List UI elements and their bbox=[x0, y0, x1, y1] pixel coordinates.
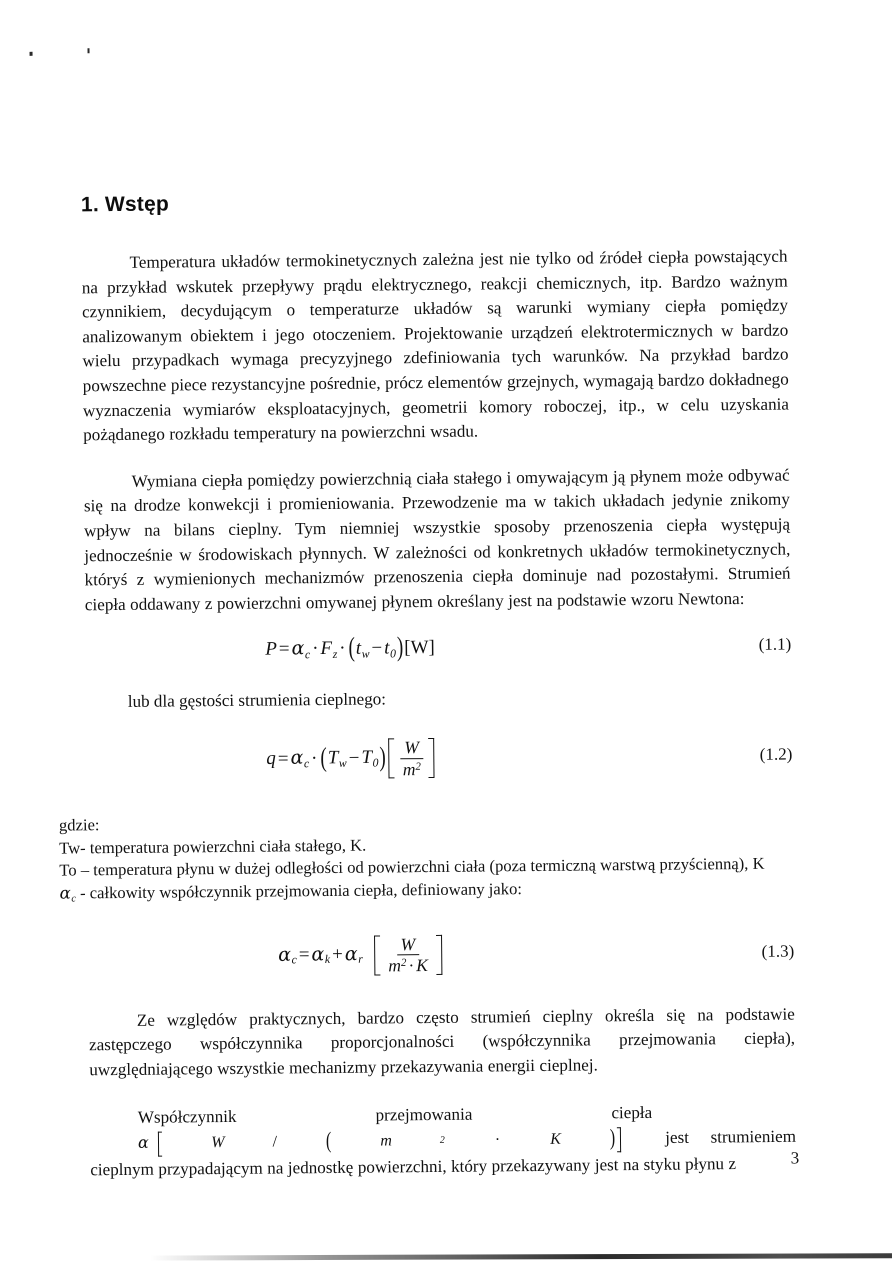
eq-1-3-unit-den-exponent: 2 bbox=[400, 956, 407, 969]
paragraph-lub-line: lub dla gęstości strumienia cieplnego: bbox=[127, 689, 387, 711]
eq-1-2-minus: − bbox=[348, 747, 360, 769]
eq-1-3-unit-den-dot: · bbox=[408, 955, 415, 976]
eq-1-1-equals: = bbox=[278, 638, 290, 660]
paragraph-coefficient-after: jest strumieniem cieplnym przypadającym na jednostkę powierzchni, który przekazywany jest na styku płynu z bbox=[90, 1126, 797, 1179]
equation-1-1 bbox=[85, 633, 791, 664]
equation-1-2 bbox=[86, 734, 792, 783]
where-line-alpha bbox=[60, 876, 794, 912]
eq-1-3-alpha-r-sub: r bbox=[358, 952, 363, 966]
where-label: gdzie: bbox=[58, 815, 100, 835]
inline-unit-K: K bbox=[550, 1130, 561, 1148]
inline-unit-paren-open: ( bbox=[325, 1128, 332, 1154]
eq-1-2-unit-denominator bbox=[399, 759, 425, 779]
eq-1-3-unit-den-K: K bbox=[416, 955, 428, 976]
eq-1-2-unit-fraction bbox=[399, 738, 425, 778]
equation-1-1-body bbox=[265, 632, 435, 664]
eq-1-2-alpha-sub: c bbox=[303, 757, 310, 771]
eq-1-1-unit: [W] bbox=[404, 637, 435, 659]
eq-1-1-F: F bbox=[320, 638, 333, 660]
eq-1-3-alpha-c-sub: c bbox=[291, 953, 297, 967]
where-line-to: To – temperatura płynu w dużej odległości od powierzchni ciała (poza termiczną warstwą przyścienną), K bbox=[59, 854, 765, 881]
eq-1-2-T-w-sub: w bbox=[338, 756, 347, 770]
inline-alpha-symbol: α bbox=[137, 1132, 149, 1152]
eq-1-1-paren-open: ( bbox=[348, 633, 356, 664]
paragraph-practical: Ze względów praktycznych, bardzo często strumień cieplny określa się na podstawie zastępczego współczynnika proporcjonalności (współczynnika przejmowania ciepła), uwzględniającego wszystkie mechanizmy przekazywania energii cieplnej. bbox=[88, 1004, 796, 1080]
paragraph-intro-1: Temperatura układów termokinetycznych zależna jest nie tylko od źródeł ciepła powstających na przykład wskutek przepływy prądu elektrycznego, reakcji chemicznych, itp. Bardzo ważnym czynnikiem, decydującym o temperaturze układów są warunki wymiany ciepła pomiędzy analizowanym obiektem i jego otoczeniem. Projektowanie urządzeń elektrotermicznych w bardzo wielu przypadkach wymaga precyzyjnego zdefiniowania tych warunków. Na przykład bardzo powszechne piece rezystancyjne pośrednie, prócz elementów grzejnych, wymagają bardzo dokładnego wyznaczenia wymiarów eksploatacyjnych, geometrii komory roboczej, itp., w celu uzyskania pożądanego rozkładu temperatury na powierzchni wsadu. bbox=[81, 246, 790, 445]
where-alpha-symbol: α bbox=[59, 883, 71, 903]
eq-1-3-equals: = bbox=[298, 944, 310, 966]
eq-1-1-alpha: α bbox=[291, 637, 305, 660]
eq-1-2-unit-den-m: m bbox=[402, 758, 416, 780]
where-definitions-block bbox=[59, 808, 794, 911]
eq-1-2-dot: · bbox=[311, 747, 318, 769]
eq-1-2-paren-close: ) bbox=[379, 742, 386, 773]
eq-1-2-unit-bracket bbox=[389, 737, 435, 780]
eq-1-3-alpha-r: α bbox=[344, 942, 358, 965]
inline-unit-m: m bbox=[380, 1132, 392, 1150]
where-alpha-subscript: c bbox=[71, 893, 77, 905]
paragraph-coefficient-before: Współczynnik przejmowania ciepła bbox=[137, 1103, 653, 1128]
inline-unit-bracket bbox=[158, 1126, 621, 1157]
paragraph-coefficient bbox=[90, 1100, 797, 1183]
eq-1-2-paren-open: ( bbox=[320, 742, 327, 774]
eq-1-2-lhs: q bbox=[266, 748, 276, 770]
eq-1-2-T-w: T bbox=[327, 747, 339, 769]
section-heading: 1. Wstęp bbox=[80, 192, 170, 217]
scan-speckle-artifact bbox=[30, 52, 33, 56]
eq-1-2-T-0-sub: 0 bbox=[372, 756, 379, 770]
eq-1-3-plus: + bbox=[331, 943, 343, 965]
eq-1-1-lhs: P bbox=[265, 638, 277, 660]
eq-1-1-alpha-sub: c bbox=[304, 647, 311, 661]
eq-1-2-T-0: T bbox=[361, 747, 373, 769]
where-alpha-text: - całkowity współczynnik przejmowania ciepła, definiowany jako: bbox=[79, 879, 523, 903]
eq-1-1-t-w-sub: w bbox=[361, 647, 370, 661]
eq-1-1-F-sub: z bbox=[332, 647, 338, 661]
eq-1-1-paren-close: ) bbox=[396, 632, 404, 664]
inline-unit-paren-close: ) bbox=[609, 1126, 616, 1151]
eq-1-2-unit-numerator: W bbox=[400, 738, 423, 759]
eq-1-1-minus: − bbox=[371, 637, 383, 659]
eq-1-1-t-w: t bbox=[355, 637, 362, 660]
eq-1-3-alpha-k: α bbox=[311, 942, 325, 966]
inline-unit-dot: · bbox=[494, 1131, 501, 1149]
eq-1-1-dot-2: · bbox=[339, 638, 346, 660]
eq-1-3-unit-numerator: W bbox=[397, 935, 420, 956]
scan-speckle-artifact bbox=[87, 48, 89, 53]
eq-1-3-alpha-c: α bbox=[278, 943, 292, 966]
eq-1-3-alpha-k-sub: k bbox=[324, 953, 331, 967]
equation-1-2-number: (1.2) bbox=[759, 744, 793, 765]
eq-1-3-unit-fraction bbox=[384, 935, 432, 976]
equation-1-2-body bbox=[266, 737, 437, 781]
equation-1-3 bbox=[88, 930, 794, 979]
inline-unit-expression bbox=[90, 1126, 622, 1158]
page-number: 3 bbox=[790, 1148, 800, 1168]
inline-unit-slash: / bbox=[272, 1133, 278, 1151]
eq-1-2-unit-den-exponent: 2 bbox=[415, 760, 421, 773]
equation-1-3-number: (1.3) bbox=[761, 941, 795, 961]
eq-1-3-unit-denominator bbox=[384, 955, 432, 975]
eq-1-2-equals: = bbox=[277, 747, 289, 770]
paragraph-intro-2: Wymiana ciepła pomiędzy powierzchnią ciała stałego i omywającym ją płynem może odbywać się na drodze konwekcji i promieniowania. Przewodzenie ma w takich układach jedynie znikomy wpływ na bilans cieplny. Tym niemniej wszystkie sposoby przenoszenia ciepła występują jednocześnie w środowiskach płynnych. W zależności od konkretnych układów termokinetycznych, któryś z wymienionych mechanizmów przenoszenia ciepła dominuje nad pozostałymi. Strumień ciepła oddawany z powierzchni omywanej płynem określany jest na podstawie wzoru Newtona: bbox=[83, 465, 791, 615]
eq-1-2-alpha: α bbox=[290, 746, 304, 769]
equation-1-3-body bbox=[278, 933, 444, 977]
eq-1-3-unit-den-m: m bbox=[388, 955, 402, 976]
page-content bbox=[58, 187, 797, 1205]
eq-1-1-t-0: t bbox=[384, 637, 390, 659]
eq-1-1-dot-1: · bbox=[312, 638, 319, 660]
eq-1-1-t-0-sub: 0 bbox=[389, 646, 397, 660]
equation-1-1-number: (1.1) bbox=[758, 634, 792, 655]
inline-unit-m-exponent: 2 bbox=[439, 1134, 445, 1146]
eq-1-3-unit-bracket bbox=[374, 933, 442, 976]
where-line-tw: Tw- temperatura powierzchni ciała stałego, K. bbox=[59, 835, 367, 858]
inline-unit-W: W bbox=[211, 1133, 225, 1152]
